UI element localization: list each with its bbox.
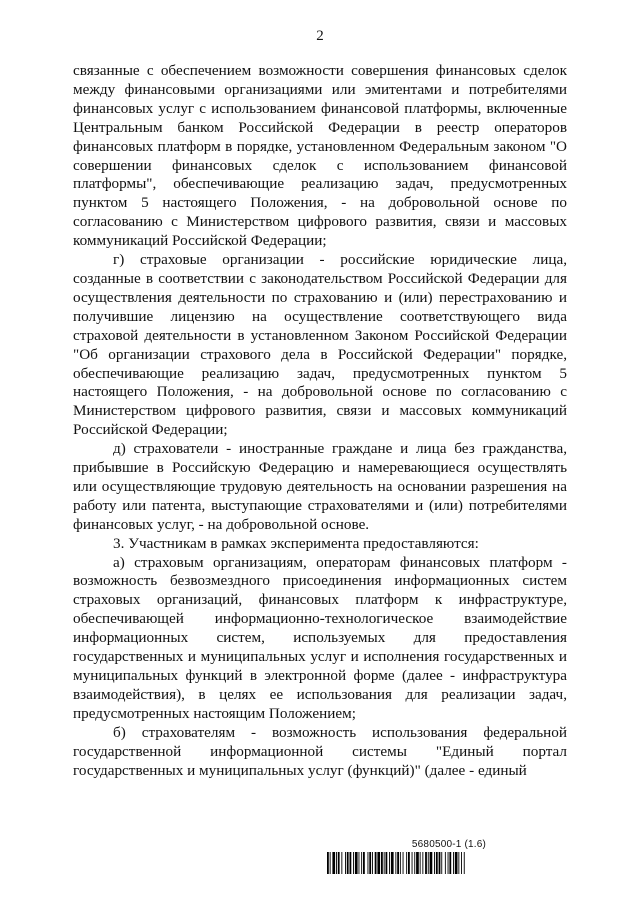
paragraph-section-3: 3. Участникам в рамках эксперимента предоставляются: <box>113 534 479 552</box>
paragraph-item-a: а) страховым организациям, операторам финансовых платформ - возможность безвозмездного присоединения информационных систем страховых организаций, финансовых платформ к инфраструктуре, обеспечивающей информационно-технологическое взаимодействие информационных систем, используемых для предоставления государственных и муниципальных услуг и исполнения государственных и муниципальных функций в электронной форме (далее - инфраструктура взаимодействия), в целях ее использования для реализации задач, предусмотренных настоящим Положением; <box>73 553 567 722</box>
paragraph-item-d: д) страхователи - иностранные граждане и лица без гражданства, прибывшие в Российскую Федерацию и намеревающиеся осуществлять или осуществляющие трудовую деятельность на основании разрешения на работу или патента, выступающие страхователями и (или) потребителями финансовых услуг, - на добровольной основе. <box>73 440 567 533</box>
page-number: 2 <box>316 28 324 44</box>
paragraph-item-b: б) страхователям - возможность использования федеральной государственной информационной системы "Единый портал государственных и муниципальных услуг (функций)" (далее - единый <box>73 723 567 779</box>
document-body <box>73 62 567 780</box>
paragraph-continuation: связанные с обеспечением возможности совершения финансовых сделок между финансовыми организациями или эмитентами и потребителями финансовых услуг с использованием финансовой платформы, включенные Центральным банком Российской Федерации в реестр операторов финансовых платформ в порядке, установленном Федеральным законом "О совершении финансовых сделок с использованием финансовой платформы", обеспечивающие реализацию задач, предусмотренных пунктом 5 настоящего Положения, - на добровольной основе по согласованию с Министерством цифрового развития, связи и массовых коммуникаций Российской Федерации; <box>73 62 567 250</box>
document-code: 5680500-1 (1.6) <box>411 839 487 850</box>
barcode <box>327 852 567 874</box>
paragraph-item-g: г) страховые организации - российские юридические лица, созданные в соответствии с законодательством Российской Федерации для осуществления деятельности по страхованию и (или) перестрахованию и получившие лицензию на осуществление соответствующего вида страховой деятельности в установленном Законом Российской Федерации "Об организации страхового дела в Российской Федерации" порядке, обеспечивающие реализацию задач, предусмотренных пунктом 5 настоящего Положения, - на добровольной основе по согласованию с Министерством цифрового развития, связи и массовых коммуникаций Российской Федерации; <box>73 251 567 439</box>
